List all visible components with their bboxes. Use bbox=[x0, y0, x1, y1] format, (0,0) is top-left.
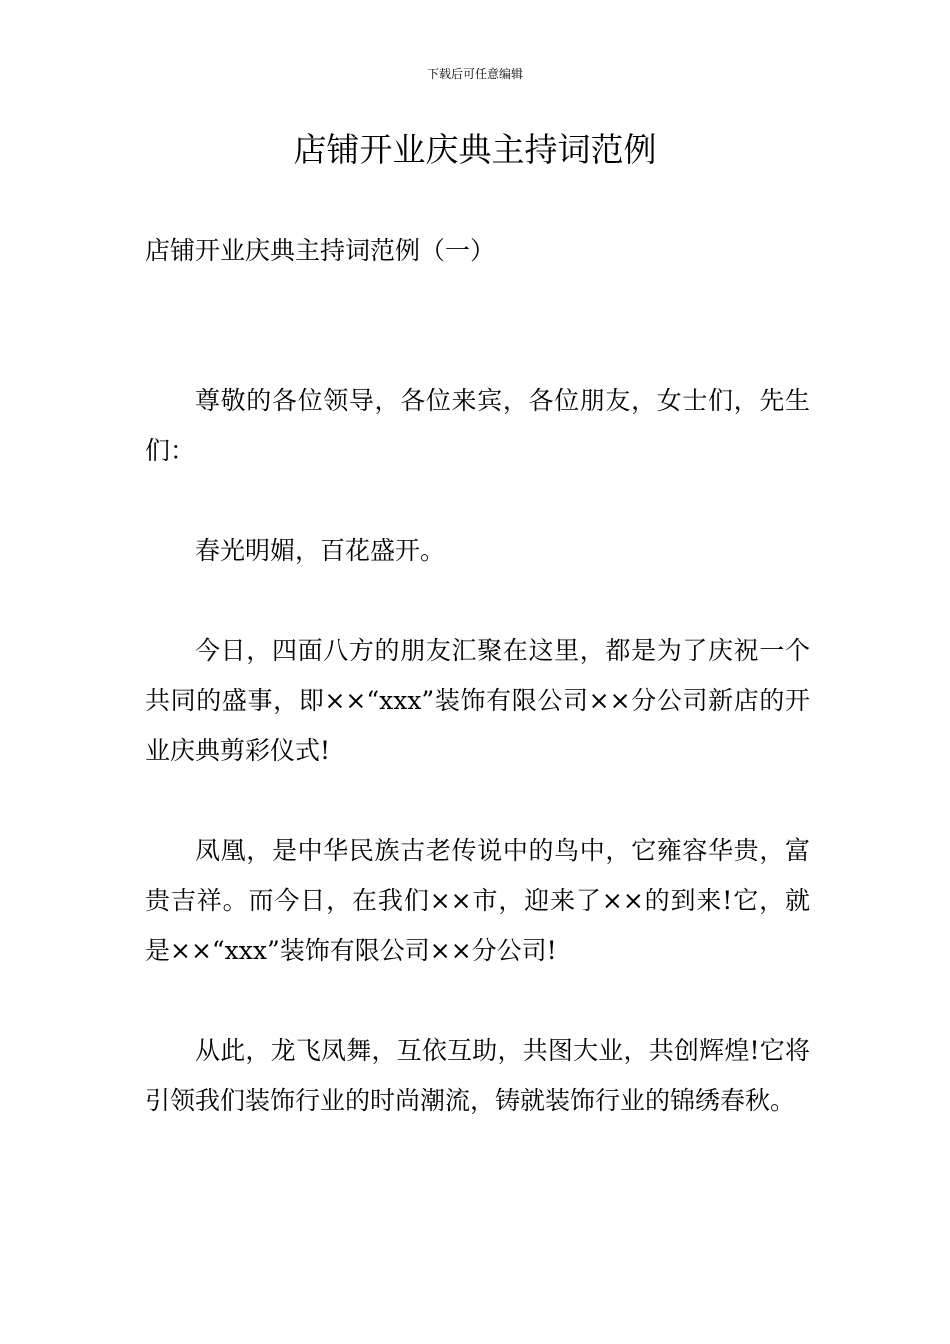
spacer bbox=[145, 476, 810, 526]
spacer bbox=[145, 576, 810, 626]
paragraph-greeting: 尊敬的各位领导，各位来宾，各位朋友，女士们，先生们： bbox=[145, 386, 810, 465]
document-body bbox=[145, 226, 810, 1126]
document-title: 店铺开业庆典主持词范例 bbox=[293, 130, 657, 169]
paragraph-spring: 春光明媚，百花盛开。 bbox=[195, 536, 446, 565]
paragraph-today: 今日，四面八方的朋友汇聚在这里，都是为了庆祝一个共同的盛事，即××“xxx”装饰有限公司××分公司新店的开业庆典剪彩仪式! bbox=[145, 636, 810, 765]
header-note: 下载后可任意编辑 bbox=[426, 67, 523, 81]
paragraph-future: 从此，龙飞凤舞，互依互助，共图大业，共创辉煌!它将引领我们装饰行业的时尚潮流，铸就装饰行业的锦绣春秋。 bbox=[145, 1036, 810, 1115]
paragraph-phoenix: 凤凰，是中华民族古老传说中的鸟中，它雍容华贵，富贵吉祥。而今日，在我们××市，迎来了××的到来!它，就是××“xxx”装饰有限公司××分公司! bbox=[145, 836, 810, 965]
spacer bbox=[145, 976, 810, 1026]
spacer bbox=[145, 776, 810, 826]
section-subtitle: 店铺开业庆典主持词范例（一） bbox=[145, 236, 496, 265]
spacer bbox=[145, 276, 810, 376]
